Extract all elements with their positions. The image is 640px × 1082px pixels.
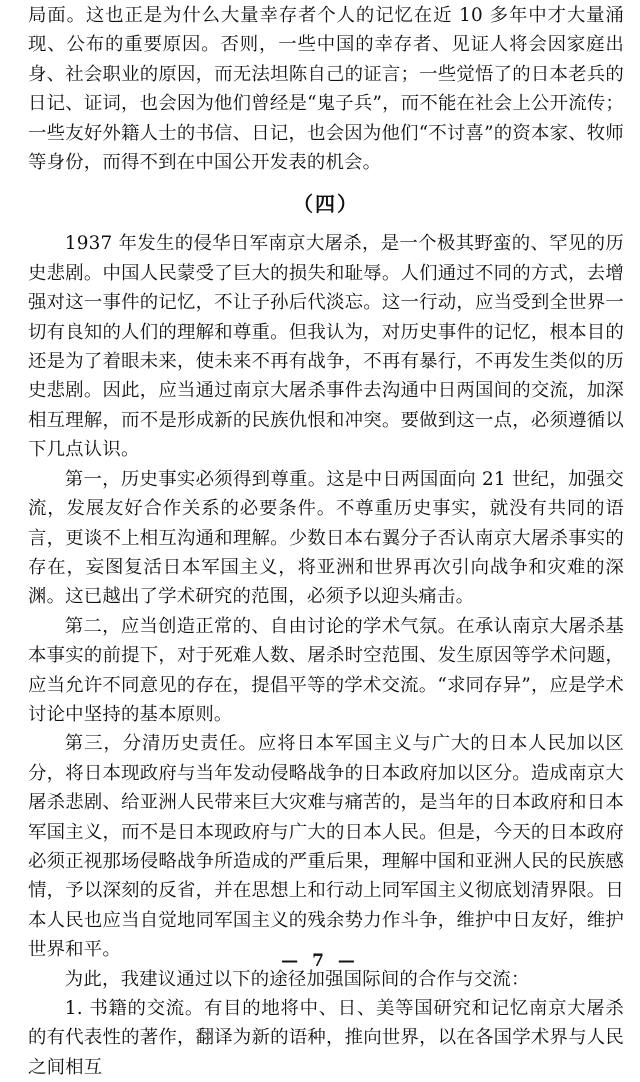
body-paragraph: 第三，分清历史责任。应将日本军国主义与广大的日本人民加以区分，将日本现政府与当年发动侵略战争的日本政府加以区分。造成南京大屠杀悲剧、给亚洲人民带来巨大灾难与痛苦的，是当年的日本政府和日本军国主义，而不是日本现政府与广大的日本人民。但是，今天的日本政府必须正视那场侵略战争所造成的严重后果，理解中国和亚洲人民的民族感情，予以深刻的反省，并在思想上和行动上同军国主义彻底划清界限。日本人民也应当自觉地同军国主义的残余势力作斗争，维护中日友好，维护世界和平。 bbox=[28, 733, 624, 961]
body-paragraph-continued: 局面。这也正是为什么大量幸存者个人的记忆在近 10 多年中才大量涌现、公布的重要原因。否则，一些中国的幸存者、见证人将会因家庭出身、社会职业的原因，而无法坦陈自己的证言；一些觉悟了的日本老兵的日记、证词，也会因为他们曾经是“鬼子兵”，而不能在社会上公开流传；一些友好外籍人士的书信、日记，也会因为他们“不讨喜”的资本家、牧师等身份，而得不到在中国公开发表的机会。 bbox=[28, 5, 624, 174]
body-paragraph: 1937 年发生的侵华日军南京大屠杀，是一个极其野蛮的、罕见的历史悲剧。中国人民蒙受了巨大的损失和耻辱。人们通过不同的方式，去增强对这一事件的记忆，不让子孙后代淡忘。这一行动，应当受到全世界一切有良知的人们的理解和尊重。但我认为，对历史事件的记忆，根本目的还是为了着眼未来，使未来不再有战争，不再有暴行，不再发生类似的历史悲剧。因此，应当通过南京大屠杀事件去沟通中日两国间的交流，加深相互理解，而不是形成新的民族仇恨和冲突。要做到这一点，必须遵循以下几点认识。 bbox=[28, 233, 624, 461]
body-paragraph: 1. 书籍的交流。有目的地将中、日、美等国研究和记忆南京大屠杀的有代表性的著作，翻译为新的语种，推向世界，以在各国学术界与人民之间相互 bbox=[28, 998, 624, 1078]
document-page bbox=[0, 1, 640, 1078]
body-paragraph: 为此，我建议通过以下的途径加强国际间的合作与交流： bbox=[64, 968, 530, 990]
section-heading: （四） bbox=[293, 192, 359, 217]
body-paragraph: 第二，应当创造正常的、自由讨论的学术气氛。在承认南京大屠杀基本事实的前提下，对于死难人数、屠杀时空范围、发生原因等学术问题，应当允许不同意见的存在，提倡平等的学术交流。“求同存异”，应是学术讨论中坚持的基本原则。 bbox=[28, 615, 624, 725]
body-paragraph: 第一，历史事实必须得到尊重。这是中日两国面向 21 世纪，加强交流，发展友好合作关系的必要条件。不尊重历史事实，就没有共同的语言，更谈不上相互沟通和理解。少数日本右翼分子否认南京大屠杀事实的存在，妄图复活日本军国主义，将亚洲和世界再次引向战争和灾难的深渊。这已越出了学术研究的范围，必须予以迎头痛击。 bbox=[28, 468, 624, 608]
page-number: — 7 — bbox=[281, 951, 359, 971]
